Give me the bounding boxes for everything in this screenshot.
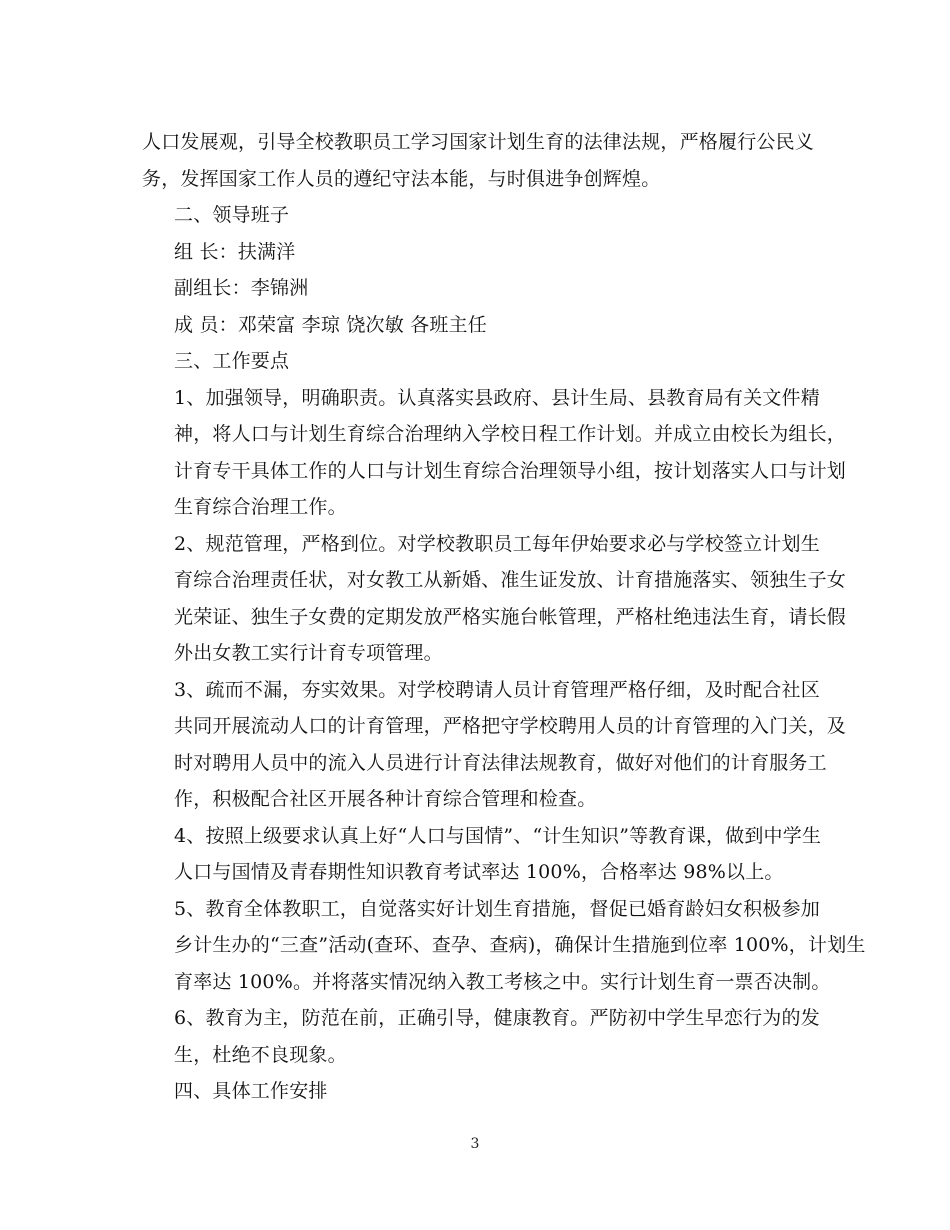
paragraph-h-arrangements — [142, 1073, 807, 1110]
paragraph-point-3 — [142, 672, 847, 818]
text-line: 三、工作要点 — [174, 350, 290, 372]
text-line: 作，积极配合社区开展各种计育综合管理和检查。 — [174, 788, 597, 810]
text-line: 务，发挥国家工作人员的遵纪守法本能，与时俱进争创辉煌。 — [142, 167, 661, 190]
text-line: 育综合治理责任状，对女教工从新婚、准生证发放、计育措施落实、领独生子女 — [174, 569, 847, 591]
document-body — [142, 124, 866, 1110]
text-line: 人口与国情及青春期性知识教育考试率达 100%，合格率达 98%以上。 — [174, 861, 784, 883]
paragraph-point-2 — [142, 526, 847, 672]
text-line: 四、具体工作安排 — [174, 1080, 328, 1102]
text-line: 光荣证、独生子女费的定期发放严格实施台帐管理，严格杜绝违法生育，请长假 — [174, 605, 847, 628]
paragraph-members — [142, 307, 807, 344]
paragraph-point-1 — [142, 380, 847, 526]
paragraph-point-5 — [142, 891, 866, 1001]
text-line: 生育综合治理工作。 — [174, 496, 347, 518]
text-line: 组 长：扶满洋 — [174, 240, 296, 263]
paragraph-point-6 — [142, 1000, 820, 1073]
text-line: 计育专干具体工作的人口与计划生育综合治理领导小组，按计划落实人口与计划 — [174, 459, 847, 482]
text-line: 1、加强领导，明确职责。认真落实县政府、县计生局、县教育局有关文件精 — [174, 386, 820, 409]
text-line: 人口发展观，引导全校教职员工学习国家计划生育的法律法规，严格履行公民义 — [142, 131, 815, 153]
text-line: 3、疏而不漏，夯实效果。对学校聘请人员计育管理严格仔细，及时配合社区 — [174, 678, 820, 701]
text-line: 副组长：李锦洲 — [174, 277, 309, 299]
text-line: 共同开展流动人口的计育管理，严格把守学校聘用人员的计育管理的入门关，及 — [174, 715, 847, 737]
text-line: 5、教育全体教职工，自觉落实好计划生育措施，督促已婚育龄妇女积极参加 — [174, 897, 820, 920]
text-line: 时对聘用人员中的流入人员进行计育法律法规教育，做好对他们的计育服务工 — [174, 751, 827, 774]
text-line: 2、规范管理，严格到位。对学校教职员工每年伊始要求必与学校签立计划生 — [174, 532, 820, 555]
text-line: 6、教育为主，防范在前，正确引导，健康教育。严防初中学生早恋行为的发 — [174, 1007, 820, 1029]
paragraph-deputy-leader — [142, 270, 807, 307]
text-line: 外出女教工实行计育专项管理。 — [174, 642, 443, 664]
text-line: 生，杜绝不良现象。 — [174, 1043, 347, 1066]
text-line: 神，将人口与计划生育综合治理纳入学校日程工作计划。并成立由校长为组长， — [174, 423, 847, 445]
paragraph-p-intro — [142, 124, 815, 197]
text-line: 乡计生办的“三查”活动(查环、查孕、查病)，确保计生措施到位率 100%，计划生 — [174, 934, 866, 956]
text-line: 成 员：邓荣富 李琼 饶次敏 各班主任 — [174, 313, 487, 336]
text-line: 4、按照上级要求认真上好“人口与国情”、“计生知识”等教育课，做到中学生 — [174, 824, 822, 847]
page-number: 3 — [470, 1136, 480, 1152]
paragraph-h-leadership — [142, 197, 807, 234]
paragraph-leader — [142, 234, 807, 271]
text-line: 育率达 100%。并将落实情况纳入教工考核之中。实行计划生育一票否决制。 — [174, 970, 831, 993]
text-line: 二、领导班子 — [174, 204, 290, 226]
paragraph-h-key-points — [142, 343, 807, 380]
paragraph-point-4 — [142, 818, 822, 891]
